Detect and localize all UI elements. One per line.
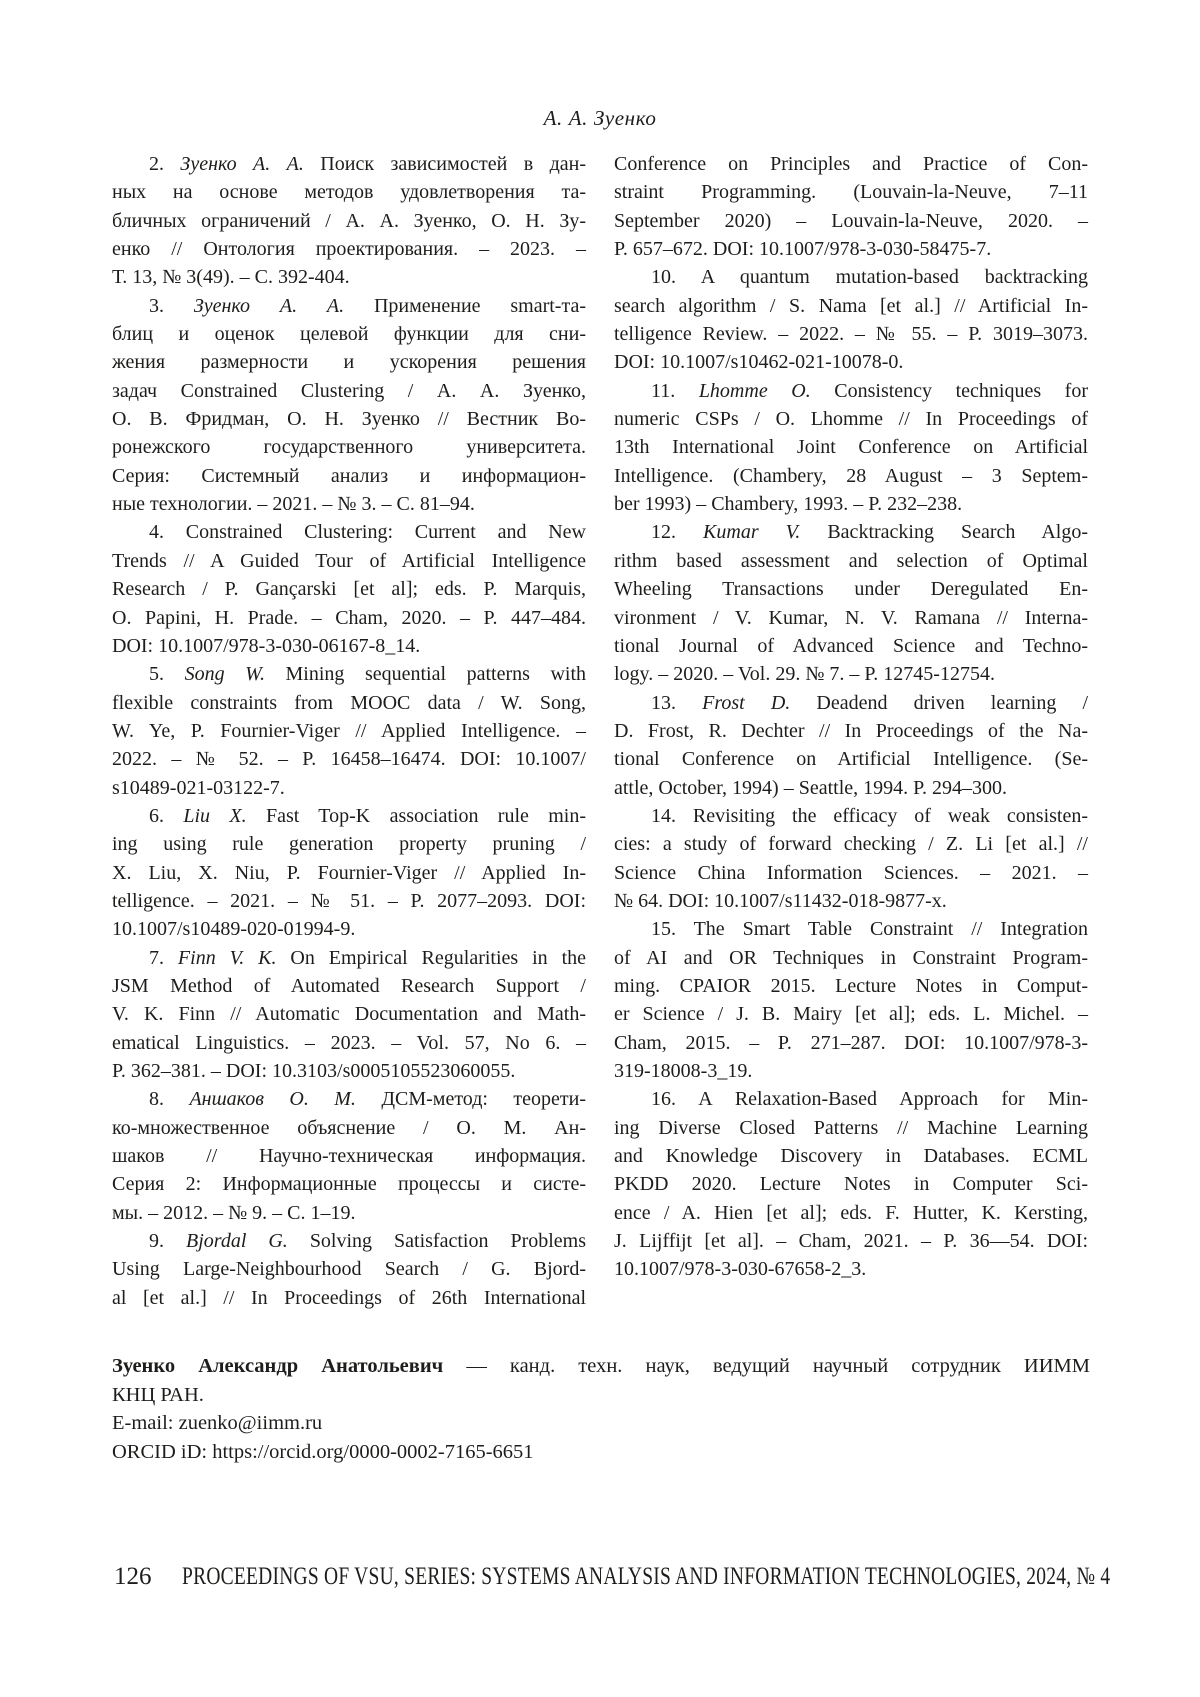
page-footer — [114, 1563, 1114, 1591]
reference-line — [112, 292, 586, 320]
reference-line: DOI: 10.1007/978-3-030-06167-8_14. — [112, 634, 421, 657]
reference-line: Серия: Системный анализ и информацион- — [112, 464, 586, 487]
reference-line: Trends // A Guided Tour of Artificial Intelligence — [112, 549, 586, 572]
ref-number: 6. — [149, 804, 184, 827]
reference-line — [112, 518, 586, 546]
reference-line: tional Journal of Advanced Science and Techno- — [614, 634, 1088, 657]
reference-line: V. K. Finn // Automatic Documentation and Math- — [112, 1003, 586, 1026]
ref-number: 4. — [149, 521, 186, 544]
ref-title-text: Применение smart-та- — [373, 294, 586, 317]
reference-item — [614, 915, 1088, 1085]
reference-line: Research / P. Gançarski [et al]; eds. P. Marquis, — [112, 578, 586, 601]
ref-author: Зуенко А. А. — [193, 294, 345, 317]
ref-title-text: Consistency techniques for — [834, 379, 1088, 402]
reference-line: logy. – 2020. – Vol. 29. № 7. – P. 12745-12754. — [614, 663, 995, 686]
ref-number: 5. — [149, 663, 185, 686]
reference-item — [614, 1085, 1088, 1283]
references-columns — [112, 150, 1088, 1312]
reference-item — [112, 1227, 586, 1312]
reference-line: PKDD 2020. Lecture Notes in Computer Sci- — [614, 1173, 1088, 1196]
reference-line: September 2020) – Louvain-la-Neuve, 2020. – — [614, 209, 1088, 232]
reference-line: Intelligence. (Chambery, 28 August – 3 Septem- — [614, 464, 1088, 487]
page-number: 126 — [114, 1563, 152, 1590]
reference-item — [112, 150, 586, 292]
reference-line — [112, 944, 586, 972]
reference-line — [614, 377, 1088, 405]
reference-item — [614, 518, 1088, 688]
ref-title-text: Revisiting the efficacy of weak consisten- — [692, 804, 1089, 827]
reference-line: енко // Онтология проектирования. – 2023. – — [112, 238, 586, 261]
reference-line: straint Programming. (Louvain-la-Neuve, 7–11 — [614, 181, 1088, 204]
reference-line — [112, 660, 586, 688]
reference-line: № 64. DOI: 10.1007/s11432-018-9877-x. — [614, 889, 947, 912]
reference-line: rithm based assessment and selection of Optimal — [614, 549, 1088, 572]
reference-line: er Science / J. B. Mairy [et al]; eds. L. Michel. – — [614, 1003, 1088, 1026]
ref-author: Finn V. K. — [177, 946, 277, 969]
ref-author: Bjordal G. — [186, 1230, 288, 1253]
reference-line: ing using rule generation property pruning / — [112, 833, 586, 856]
references-column-right — [614, 150, 1088, 1312]
reference-line: Using Large-Neighbourhood Search / G. Bjord- — [112, 1258, 586, 1281]
reference-line: numeric CSPs / O. Lhomme // In Proceedings of — [614, 408, 1088, 431]
reference-line: задач Constrained Clustering / А. А. Зуенко, — [112, 379, 586, 402]
ref-title-text: The Smart Table Constraint // Integration — [693, 918, 1088, 941]
author-orcid: ORCID iD: https://orcid.org/0000-0002-7165-6651 — [112, 1440, 534, 1463]
ref-author: Liu X. — [183, 804, 247, 827]
journal-title: PROCEEDINGS OF VSU, SERIES: SYSTEMS ANALYSIS AND INFORMATION TECHNOLOGIES, 2024, № 4 — [181, 1563, 1110, 1590]
reference-line: мы. – 2012. – № 9. – С. 1–19. — [112, 1201, 356, 1224]
ref-title-text: Mining sequential patterns with — [285, 663, 587, 686]
author-name: Зуенко Александр Анатольевич — [112, 1355, 444, 1377]
reference-line: P. 362–381. – DOI: 10.3103/s0005105523060055. — [112, 1060, 516, 1082]
reference-line: 10.1007/s10489-020-01994-9. — [112, 918, 356, 941]
ref-number: 9. — [149, 1230, 186, 1253]
ref-title-text: Deadend driven learning / — [816, 691, 1089, 714]
ref-title-text: Backtracking Search Algo- — [827, 521, 1089, 544]
reference-line: ber 1993) – Chambery, 1993. – P. 232–238. — [614, 493, 963, 516]
ref-number: 13. — [651, 691, 703, 714]
reference-line: DOI: 10.1007/s10462-021-10078-0. — [614, 351, 904, 374]
reference-line: ко-множественное объяснение / О. М. Ан- — [112, 1116, 586, 1139]
reference-line: ming. CPAIOR 2015. Lecture Notes in Comput- — [614, 974, 1088, 997]
reference-line: Cham, 2015. – P. 271–287. DOI: 10.1007/978-3- — [614, 1031, 1088, 1054]
ref-number: 8. — [149, 1088, 190, 1111]
ref-title-text: A Relaxation-Based Approach for Min- — [698, 1088, 1088, 1111]
reference-line: Wheeling Transactions under Deregulated En- — [614, 578, 1088, 601]
running-head: А. А. Зуенко — [543, 106, 657, 130]
reference-item — [112, 660, 586, 802]
reference-line: бличных ограничений / А. А. Зуенко, О. Н. Зу- — [112, 209, 586, 232]
author-line — [112, 1352, 1090, 1381]
reference-line: telligence. – 2021. – № 51. – P. 2077–2093. DOI: — [112, 889, 586, 912]
reference-line — [112, 1227, 586, 1255]
ref-author: Зуенко А. А. — [180, 153, 304, 175]
reference-line: D. Frost, R. Dechter // In Proceedings of the Na- — [614, 719, 1088, 742]
ref-number: 12. — [651, 521, 704, 544]
reference-line: шаков // Научно-техническая информация. — [112, 1145, 586, 1168]
reference-line: Т. 13, № 3(49). – С. 392-404. — [112, 266, 350, 289]
author-degree-text: — канд. техн. наук, ведущий научный сотрудник ИИММ — [443, 1355, 1091, 1377]
reference-item — [614, 377, 1088, 519]
reference-line: ing Diverse Closed Patterns // Machine Learning — [614, 1116, 1088, 1139]
reference-line: ematical Linguistics. – 2023. – Vol. 57, No 6. – — [112, 1031, 586, 1054]
reference-item — [614, 802, 1088, 915]
reference-item — [112, 518, 586, 660]
reference-line: 2022. – № 52. – P. 16458–16474. DOI: 10.1007/ — [112, 748, 586, 771]
reference-line: жения размерности и ускорения решения — [112, 351, 586, 374]
ref-number: 10. — [651, 266, 701, 289]
ref-title-text: Fast Top-K association rule min- — [265, 804, 587, 827]
reference-line — [614, 689, 1088, 717]
reference-line: ных на основе методов удовлетворения та- — [112, 181, 586, 204]
reference-item — [112, 1085, 586, 1227]
reference-line: search algorithm / S. Nama [et al.] // Artificial In- — [614, 294, 1088, 317]
reference-line: flexible constraints from MOOC data / W. Song, — [112, 691, 586, 714]
reference-line: P. 657–672. DOI: 10.1007/978-3-030-58475-7. — [614, 238, 992, 261]
ref-number: 7. — [149, 946, 178, 969]
reference-line: 10.1007/978-3-030-67658-2_3. — [614, 1258, 867, 1281]
reference-line: al [et al.] // In Proceedings of 26th International — [112, 1286, 586, 1309]
reference-line — [614, 518, 1088, 546]
reference-line: О. В. Фридман, О. Н. Зуенко // Вестник Во- — [112, 408, 586, 431]
reference-line — [614, 915, 1088, 943]
reference-line: ence / A. Hien [et al]; eds. F. Hutter, K. Kersting, — [614, 1201, 1088, 1224]
ref-title-text: ДСМ-метод: теорети- — [381, 1088, 586, 1111]
reference-line: Conference on Principles and Practice of Con- — [614, 153, 1088, 175]
ref-number: 2. — [149, 153, 181, 175]
reference-line: tional Conference on Artificial Intelligence. (Se- — [614, 748, 1088, 771]
reference-line: 319-18008-3_19. — [614, 1060, 753, 1082]
reference-line: 13th International Joint Conference on Artificial — [614, 436, 1088, 459]
ref-number: 14. — [651, 804, 693, 827]
ref-author: Lhomme O. — [698, 379, 811, 402]
ref-title-text: On Empirical Regularities in the — [290, 946, 587, 969]
reference-line: Science China Information Sciences. – 2021. – — [614, 861, 1088, 884]
reference-line — [112, 802, 586, 830]
reference-item — [614, 150, 1088, 263]
reference-item — [614, 689, 1088, 802]
ref-author: Kumar V. — [703, 521, 801, 544]
reference-item — [112, 802, 586, 944]
reference-line: and Knowledge Discovery in Databases. ECML — [614, 1145, 1088, 1168]
author-email: E-mail: zuenko@iimm.ru — [112, 1412, 323, 1434]
ref-number: 15. — [651, 918, 694, 941]
author-affiliation: КНЦ РАН. — [112, 1383, 204, 1406]
reference-item — [112, 292, 586, 519]
author-info — [112, 1352, 1090, 1466]
reference-line — [112, 1085, 586, 1113]
reference-line: vironment / V. Kumar, N. V. Ramana // Interna- — [614, 606, 1088, 629]
reference-line: ронежского государственного университета. — [112, 436, 586, 459]
reference-line: of AI and OR Techniques in Constraint Program- — [614, 946, 1088, 969]
reference-line: attle, October, 1994) – Seattle, 1994. P. 294–300. — [614, 776, 1008, 799]
ref-title-text: Solving Satisfaction Problems — [309, 1230, 587, 1253]
reference-line: X. Liu, X. Niu, P. Fournier-Viger // Applied In- — [112, 861, 586, 884]
reference-line — [112, 150, 586, 178]
reference-item — [112, 944, 586, 1086]
reference-line: telligence Review. – 2022. – № 55. – P. 3019–3073. — [614, 323, 1088, 346]
ref-number: 16. — [651, 1088, 699, 1111]
reference-line: ные технологии. – 2021. – № 3. – С. 81–94. — [112, 493, 475, 516]
ref-title-text: Constrained Clustering: Current and New — [185, 521, 586, 544]
reference-line — [614, 263, 1088, 291]
reference-line: W. Ye, P. Fournier-Viger // Applied Intelligence. – — [112, 719, 586, 742]
ref-number: 11. — [651, 379, 699, 402]
ref-author: Frost D. — [702, 691, 791, 714]
ref-number: 3. — [149, 294, 194, 317]
reference-line: J. Lijffijt [et al]. – Cham, 2021. – P. 36—54. DOI: — [614, 1230, 1088, 1253]
reference-line: JSM Method of Automated Research Support / — [112, 974, 586, 997]
reference-line: блиц и оценок целевой функции для сни- — [112, 323, 586, 346]
references-column-left — [112, 150, 586, 1312]
reference-line — [614, 1085, 1088, 1113]
ref-title-text: Поиск зависимостей в дан- — [320, 153, 587, 175]
reference-line: cies: a study of forward checking / Z. Li [et al.] // — [614, 833, 1088, 856]
reference-line: O. Papini, H. Prade. – Cham, 2020. – P. 447–484. — [112, 606, 586, 629]
reference-line: s10489-021-03122-7. — [112, 776, 285, 799]
ref-title-text: A quantum mutation-based backtracking — [700, 266, 1088, 289]
reference-line — [614, 802, 1088, 830]
reference-item — [614, 263, 1088, 376]
reference-line: Серия 2: Информационные процессы и систе- — [112, 1173, 586, 1196]
ref-author: Song W. — [184, 663, 265, 686]
ref-author: Аншаков О. М. — [189, 1088, 356, 1111]
